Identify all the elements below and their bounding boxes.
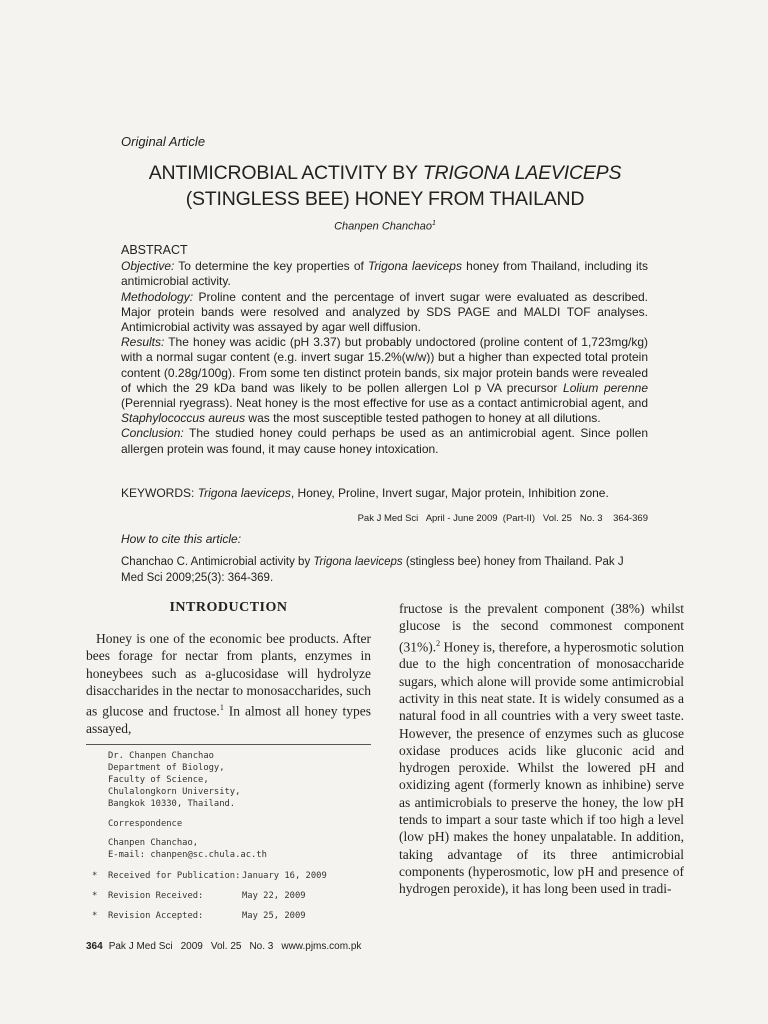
article-title	[100, 160, 670, 212]
affiliation-line: Chulalongkorn University,	[108, 786, 241, 797]
affiliation-line: Faculty of Science,	[108, 774, 209, 785]
keywords: KEYWORDS: Trigona laeviceps, Honey, Proline, Invert sugar, Major protein, Inhibition zone.	[121, 486, 609, 500]
cite-text: Chanchao C. Antimicrobial activity by Trigona laeviceps (stingless bee) honey from Thailand. Pak J Med Sci 2009;25(3): 364-369.	[121, 556, 624, 584]
footer-url[interactable]: www.pjms.com.pk	[281, 941, 362, 952]
title-species: TRIGONA LAEVICEPS	[422, 162, 622, 184]
introduction-right-column: fructose is the prevalent component (38%) whilst glucose is the second commonest component (31%).$^2$ Honey is, therefore, a hyperosmotic solution due to the high concentration of monosaccharide sugars, which alone will provide some antimicrobial activity in this neat state. It is widely consumed as a natural food in all countries with a very sweet taste. However, the presence of enzymes such as glucose oxidase produces acids like gluconic acid and hydrogen peroxide. Whilst the lowered pH and oxidizing agent (formerly known as inhibine) serve as antimicrobials to preserve the honey, the low pH tends to impart a sour taste which if too high a level (low pH) makes the honey unpalatable. In addition, taking advantage of its three antimicrobial components (hyperosmotic, low pH and presence of hydrogen peroxide), it has long been used in tradi-	[399, 601, 684, 897]
affiliation-line: Department of Biology,	[108, 762, 225, 773]
affiliation-line: Bangkok 10330, Thailand.	[108, 798, 236, 809]
author: Chanpen Chanchao$^1$	[334, 220, 436, 233]
footnote-divider	[86, 744, 371, 745]
footnote	[92, 751, 378, 926]
date-row-received: * Received for Publication: January 16, 2009	[92, 871, 327, 882]
abstract-methodology: Methodology: Proline content and the percentage of invert sugar were evaluated as described. Major protein bands were resolved and analyzed by SDS PAGE and MALDI TOF analyses. Antimicrobial activity was assayed by agar well diffusion.	[121, 289, 648, 335]
footer-volume: Vol. 25	[210, 941, 242, 952]
contact-email[interactable]: E-mail: chanpen@sc.chula.ac.th	[108, 850, 267, 861]
contact-line: Chanpen Chanchao,	[108, 838, 199, 849]
page-footer	[86, 941, 369, 952]
title-line-2: (STINGLESS BEE) HONEY FROM THAILAND	[185, 188, 585, 210]
article-type: Original Article	[121, 134, 206, 149]
date-row-accepted: * Revision Accepted: May 25, 2009	[92, 911, 306, 922]
page-number: 364	[86, 941, 103, 952]
footer-year: 2009	[180, 941, 203, 952]
journal-reference: Pak J Med Sci April - June 2009 (Part-II) Vol. 25 No. 3 364-369	[357, 513, 648, 524]
abstract-heading: ABSTRACT	[121, 243, 188, 257]
title-line-1: ANTIMICROBIAL ACTIVITY BY TRIGONA LAEVICEPS	[148, 162, 622, 184]
abstract	[121, 243, 648, 457]
abstract-conclusion: Conclusion: The studied honey could perhaps be used as an antimicrobial agent. Since pollen allergen protein was found, it may cause honey intoxication.	[121, 426, 648, 456]
affiliation-line: Dr. Chanpen Chanchao	[108, 751, 214, 761]
footer-journal: Pak J Med Sci	[108, 941, 173, 952]
cite-heading: How to cite this article:	[121, 532, 242, 546]
introduction-heading: INTRODUCTION	[169, 600, 288, 615]
abstract-results: Results: The honey was acidic (pH 3.37) but probably undoctored (proline content of 1,723mg/kg) with a normal sugar content (e.g. invert sugar 15.2%(w/w)) but a higher than expected total protein content (0.28g/100g). From some ten distinct protein bands, six major protein bands were revealed of which the 29 kDa band was likely to be pollen allergen Lol p VA precursor Lolium perenne (Perennial ryegrass). Neat honey is the most effective for use as a contact antimicrobial agent, and Staphylococcus aureus was the most susceptible tested pathogen to honey at all dilutions.	[121, 335, 648, 426]
abstract-objective: Objective: To determine the key properties of Trigona laeviceps honey from Thailand, including its antimicrobial activity.	[121, 259, 648, 289]
correspondence-label: Correspondence	[108, 818, 183, 829]
footer-issue: No. 3	[249, 941, 274, 952]
introduction-left-column: Honey is one of the economic bee products. After bees forage for nectar from plants, enzymes in honeybees such as a-glucosidase will hydrolyze disaccharides in the nectar to monosaccharides, such as glucose and fructose.$^1$ In almost all honey types assayed,	[86, 631, 371, 736]
date-row-revised: * Revision Received: May 22, 2009	[92, 891, 306, 902]
